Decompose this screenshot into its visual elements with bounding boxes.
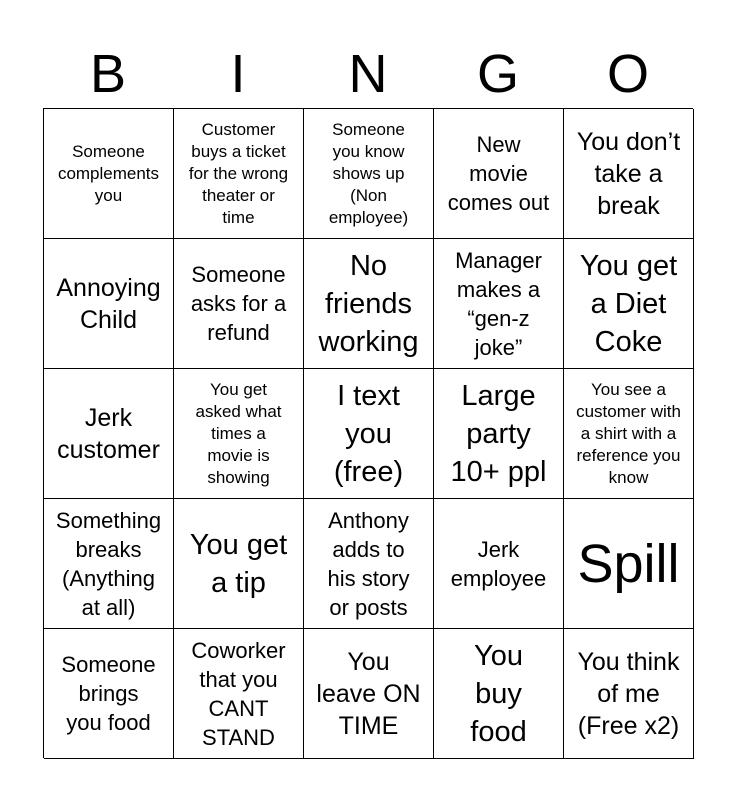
cell-text: Large party 10+ ppl: [450, 379, 547, 488]
cell-text: Jerk employee: [450, 536, 547, 591]
cell-text: You buy food: [470, 639, 527, 748]
cell-text: You see a customer with a shirt with a reference you know: [576, 379, 681, 487]
bingo-cell-r3-c4[interactable]: [434, 369, 564, 499]
bingo-cell-r4-c5[interactable]: [564, 499, 694, 629]
bingo-cell-r4-c2[interactable]: [174, 499, 304, 629]
bingo-cell-r2-c1[interactable]: [44, 239, 174, 369]
bingo-cell-r1-c2[interactable]: [174, 109, 304, 239]
bingo-header: [43, 40, 693, 108]
header-letter-b: B: [89, 44, 127, 104]
bingo-cell-r5-c3[interactable]: [304, 629, 434, 759]
cell-text: Someone you know shows up (Non employee): [328, 119, 409, 227]
cell-text: You get a tip: [189, 528, 288, 599]
bingo-cell-r1-c4[interactable]: [434, 109, 564, 239]
cell-text: Customer buys a ticket for the wrong theater or time: [188, 119, 289, 227]
bingo-cell-r5-c5[interactable]: [564, 629, 694, 759]
bingo-cell-r2-c2[interactable]: [174, 239, 304, 369]
cell-text: You get asked what times a movie is showing: [195, 379, 282, 487]
bingo-cell-r2-c3[interactable]: [304, 239, 434, 369]
header-letter-i: I: [230, 44, 246, 104]
cell-text: Someone asks for a refund: [190, 262, 287, 345]
cell-text: Something breaks (Anything at all): [55, 507, 162, 620]
cell-text: I text you (free): [333, 379, 404, 488]
bingo-cell-r4-c1[interactable]: [44, 499, 174, 629]
bingo-cell-r1-c3[interactable]: [304, 109, 434, 239]
cell-text: You leave ON TIME: [316, 647, 421, 740]
bingo-cell-r5-c2[interactable]: [174, 629, 304, 759]
header-letter-n: N: [348, 44, 388, 104]
cell-text: Someone complements you: [57, 141, 160, 205]
bingo-cell-r5-c1[interactable]: [44, 629, 174, 759]
cell-text: Someone brings you food: [61, 652, 156, 735]
bingo-cell-r4-c3[interactable]: [304, 499, 434, 629]
bingo-cell-r2-c5[interactable]: [564, 239, 694, 369]
cell-text: New movie comes out: [447, 132, 550, 215]
bingo-cell-r3-c2[interactable]: [174, 369, 304, 499]
bingo-cell-r3-c3[interactable]: [304, 369, 434, 499]
cell-text: Annoying Child: [56, 273, 161, 334]
cell-text: You don’t take a break: [576, 127, 681, 220]
cell-text: Anthony adds to his story or posts: [327, 507, 410, 620]
bingo-cell-r2-c4[interactable]: [434, 239, 564, 369]
cell-text: You think of me (Free x2): [577, 647, 680, 740]
bingo-cell-r3-c1[interactable]: [44, 369, 174, 499]
bingo-cell-r1-c5[interactable]: [564, 109, 694, 239]
bingo-cell-r3-c5[interactable]: [564, 369, 694, 499]
cell-text: Coworker that you CANT STAND: [191, 637, 286, 750]
bingo-cell-r1-c1[interactable]: [44, 109, 174, 239]
cell-text: Spill: [577, 533, 680, 594]
cell-text: No friends working: [318, 249, 419, 358]
cell-text: You get a Diet Coke: [579, 249, 678, 358]
header-letter-g: G: [476, 44, 519, 104]
cell-text: Jerk customer: [57, 403, 160, 464]
header-letter-o: O: [606, 44, 649, 104]
bingo-cell-r4-c4[interactable]: [434, 499, 564, 629]
cell-text: Manager makes a “gen-z joke”: [455, 247, 542, 360]
bingo-board: [43, 108, 693, 758]
bingo-cell-r5-c4[interactable]: [434, 629, 564, 759]
